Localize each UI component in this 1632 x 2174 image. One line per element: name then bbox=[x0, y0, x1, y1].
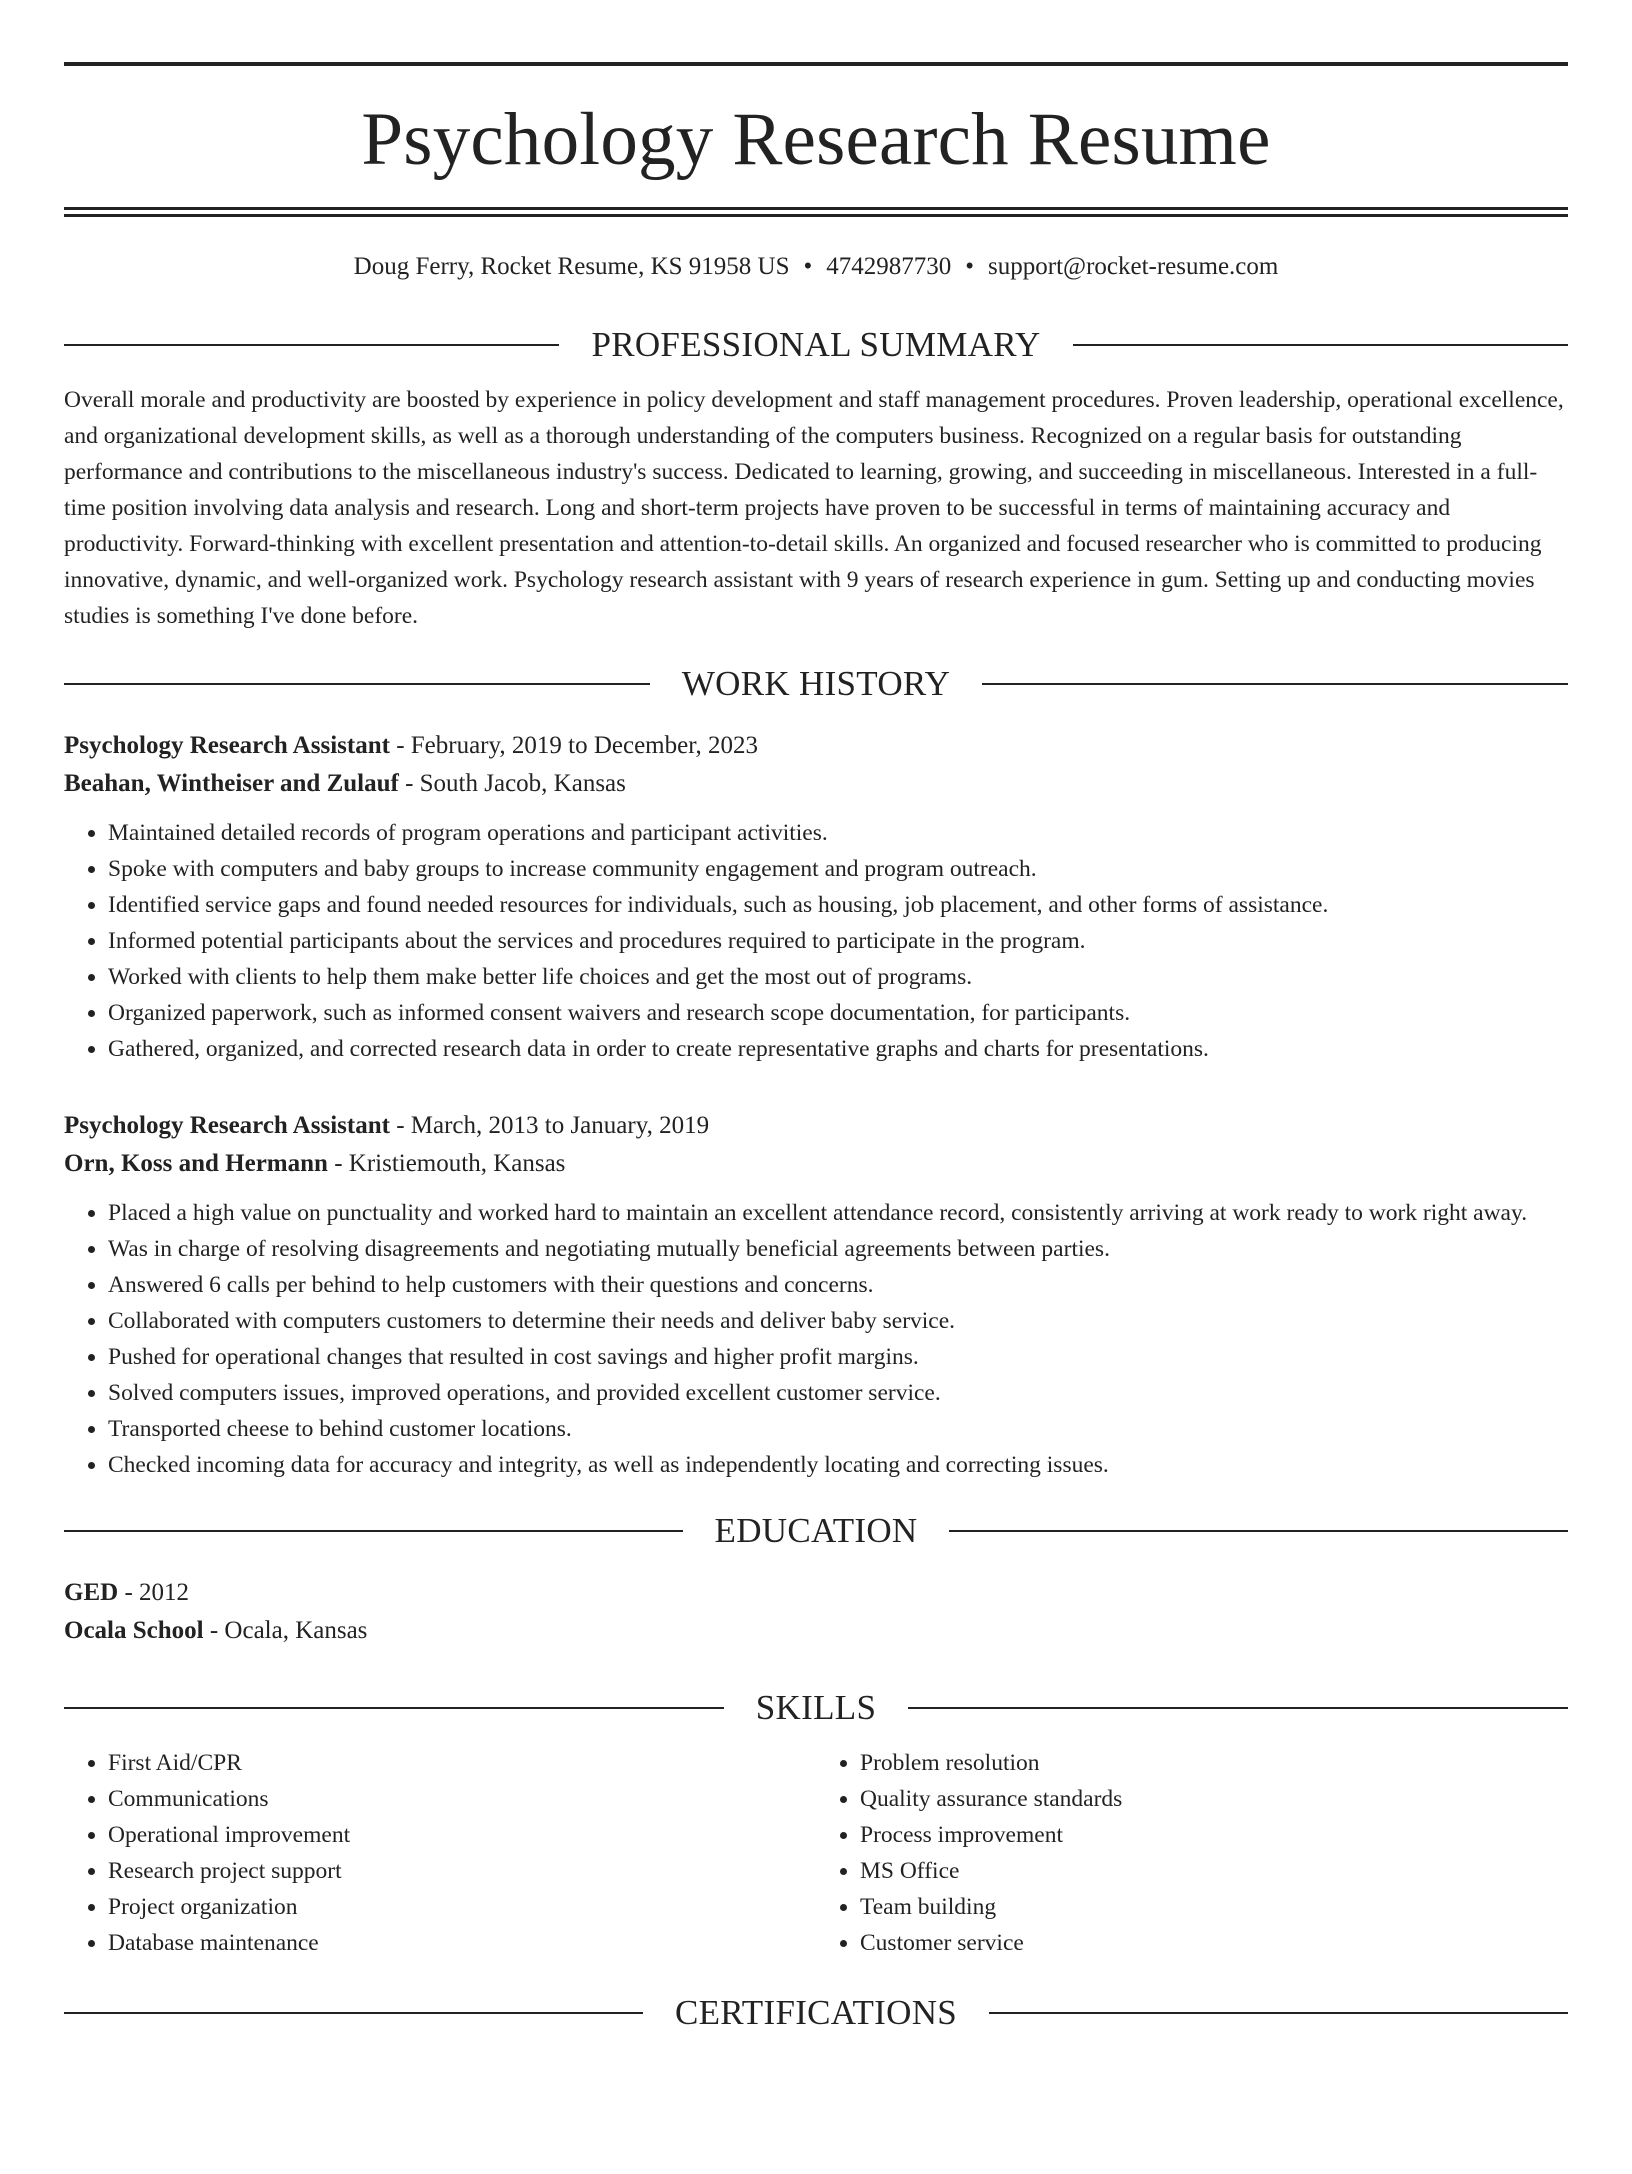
page-title: Psychology Research Resume bbox=[361, 98, 1271, 181]
section-rule bbox=[64, 2012, 643, 2014]
contact-line bbox=[64, 254, 1568, 279]
section-rule bbox=[949, 1530, 1568, 1532]
section-header-education bbox=[64, 1513, 1568, 1548]
job-title: Psychology Research Assistant bbox=[64, 1112, 390, 1139]
contact-address: Doug Ferry, Rocket Resume, KS 91958 US bbox=[353, 253, 790, 280]
list-item: • Process improvement bbox=[860, 1817, 1568, 1853]
job-title-line bbox=[64, 1107, 1568, 1145]
list-item: • Communications bbox=[108, 1781, 816, 1817]
summary-text: Overall morale and productivity are boosted by experience in policy development and staff management procedures. Proven leadership, operational excellence, and organizational development skills, as well as a thorough understanding of the computers business. Recognized on a regular basis for outstanding performance and contributions to the miscellaneous industry's success. Dedicated to learning, growing, and succeeding in miscellaneous. Interested in a full-time position involving data analysis and research. Long and short-term projects have proven to be successful in terms of maintaining accuracy and productivity. Forward-thinking with excellent presentation and attention-to-detail skills. An organized and focused researcher who is committed to producing innovative, dynamic, and well-organized work. Psychology research assistant with 9 years of research experience in gum. Setting up and conducting movies studies is something I've done before. bbox=[64, 387, 1564, 629]
section-rule bbox=[982, 683, 1568, 685]
list-item: • MS Office bbox=[860, 1853, 1568, 1889]
job-company-line bbox=[64, 765, 1568, 803]
list-item: • Identified service gaps and found needed resources for individuals, such as housing, job placement, and other forms of assistance. bbox=[108, 887, 1568, 923]
education-school: Ocala School bbox=[64, 1617, 204, 1644]
skills-column-left bbox=[64, 1745, 816, 1961]
contact-separator: • bbox=[965, 253, 975, 280]
skills-grid bbox=[64, 1745, 1568, 1961]
contact-phone: 4742987730 bbox=[826, 253, 952, 280]
list-item: • Organized paperwork, such as informed consent waivers and research scope documentation, for participants. bbox=[108, 995, 1568, 1031]
section-rule bbox=[64, 1530, 683, 1532]
list-item: • Transported cheese to behind customer locations. bbox=[108, 1411, 1568, 1447]
job-company: Orn, Koss and Hermann bbox=[64, 1150, 328, 1177]
top-rule bbox=[64, 62, 1568, 66]
list-item: • Research project support bbox=[108, 1853, 816, 1889]
job-entry bbox=[64, 727, 1568, 1067]
list-item: • Checked incoming data for accuracy and integrity, as well as independently locating and correcting issues. bbox=[108, 1447, 1568, 1483]
list-item: • Solved computers issues, improved operations, and provided excellent customer service. bbox=[108, 1375, 1568, 1411]
list-item: • Operational improvement bbox=[108, 1817, 816, 1853]
list-item: • Placed a high value on punctuality and worked hard to maintain an excellent attendance record, consistently arriving at work ready to work right away. bbox=[108, 1195, 1568, 1231]
section-header-skills bbox=[64, 1690, 1568, 1725]
list-item: • First Aid/CPR bbox=[108, 1745, 816, 1781]
list-item: • Worked with clients to help them make better life choices and get the most out of programs. bbox=[108, 959, 1568, 995]
section-rule bbox=[989, 2012, 1568, 2014]
contact-separator: • bbox=[803, 253, 813, 280]
list-item: • Customer service bbox=[860, 1925, 1568, 1961]
title-double-rule bbox=[64, 207, 1568, 217]
job-title: Psychology Research Assistant bbox=[64, 732, 390, 759]
list-item: • Informed potential participants about the services and procedures required to participate in the program. bbox=[108, 923, 1568, 959]
list-item: • Database maintenance bbox=[108, 1925, 816, 1961]
section-header-work bbox=[64, 666, 1568, 701]
section-header-certifications bbox=[64, 1995, 1568, 2030]
section-title-certifications: CERTIFICATIONS bbox=[674, 1993, 958, 2032]
job-dates: - February, 2019 to December, 2023 bbox=[389, 732, 759, 759]
skills-column-right bbox=[816, 1745, 1568, 1961]
job-location: - South Jacob, Kansas bbox=[398, 770, 626, 797]
job-company: Beahan, Wintheiser and Zulauf bbox=[64, 770, 399, 797]
list-item: • Problem resolution bbox=[860, 1745, 1568, 1781]
section-rule bbox=[64, 1707, 724, 1709]
resume-page bbox=[0, 62, 1632, 2174]
job-entry bbox=[64, 1107, 1568, 1483]
job-bullets bbox=[64, 815, 1568, 1067]
list-item: • Team building bbox=[860, 1889, 1568, 1925]
job-bullets bbox=[64, 1195, 1568, 1483]
section-rule bbox=[64, 344, 559, 346]
education-degree-line bbox=[64, 1574, 1568, 1612]
list-item: • Project organization bbox=[108, 1889, 816, 1925]
section-rule bbox=[908, 1707, 1568, 1709]
list-item: • Was in charge of resolving disagreements and negotiating mutually beneficial agreements between parties. bbox=[108, 1231, 1568, 1267]
list-item: • Pushed for operational changes that resulted in cost savings and higher profit margins. bbox=[108, 1339, 1568, 1375]
section-rule bbox=[1073, 344, 1568, 346]
job-location: - Kristiemouth, Kansas bbox=[327, 1150, 566, 1177]
job-dates: - March, 2013 to January, 2019 bbox=[389, 1112, 710, 1139]
contact-email: support@rocket-resume.com bbox=[988, 253, 1279, 280]
section-title-skills: SKILLS bbox=[755, 1688, 877, 1727]
section-header-summary bbox=[64, 327, 1568, 362]
education-year: - 2012 bbox=[118, 1579, 190, 1606]
list-item: • Quality assurance standards bbox=[860, 1781, 1568, 1817]
education-location: - Ocala, Kansas bbox=[203, 1617, 368, 1644]
list-item: • Gathered, organized, and corrected research data in order to create representative graphs and charts for presentations. bbox=[108, 1031, 1568, 1067]
section-title-summary: PROFESSIONAL SUMMARY bbox=[591, 325, 1041, 364]
education-entry bbox=[64, 1574, 1568, 1650]
section-rule bbox=[64, 683, 650, 685]
education-degree: GED bbox=[64, 1579, 119, 1606]
section-title-education: EDUCATION bbox=[714, 1511, 918, 1550]
education-school-line bbox=[64, 1612, 1568, 1650]
job-company-line bbox=[64, 1145, 1568, 1183]
section-title-work: WORK HISTORY bbox=[681, 664, 951, 703]
list-item: • Collaborated with computers customers to determine their needs and deliver baby service. bbox=[108, 1303, 1568, 1339]
list-item: • Spoke with computers and baby groups to increase community engagement and program outreach. bbox=[108, 851, 1568, 887]
list-item: • Answered 6 calls per behind to help customers with their questions and concerns. bbox=[108, 1267, 1568, 1303]
job-title-line bbox=[64, 727, 1568, 765]
list-item: • Maintained detailed records of program operations and participant activities. bbox=[108, 815, 1568, 851]
